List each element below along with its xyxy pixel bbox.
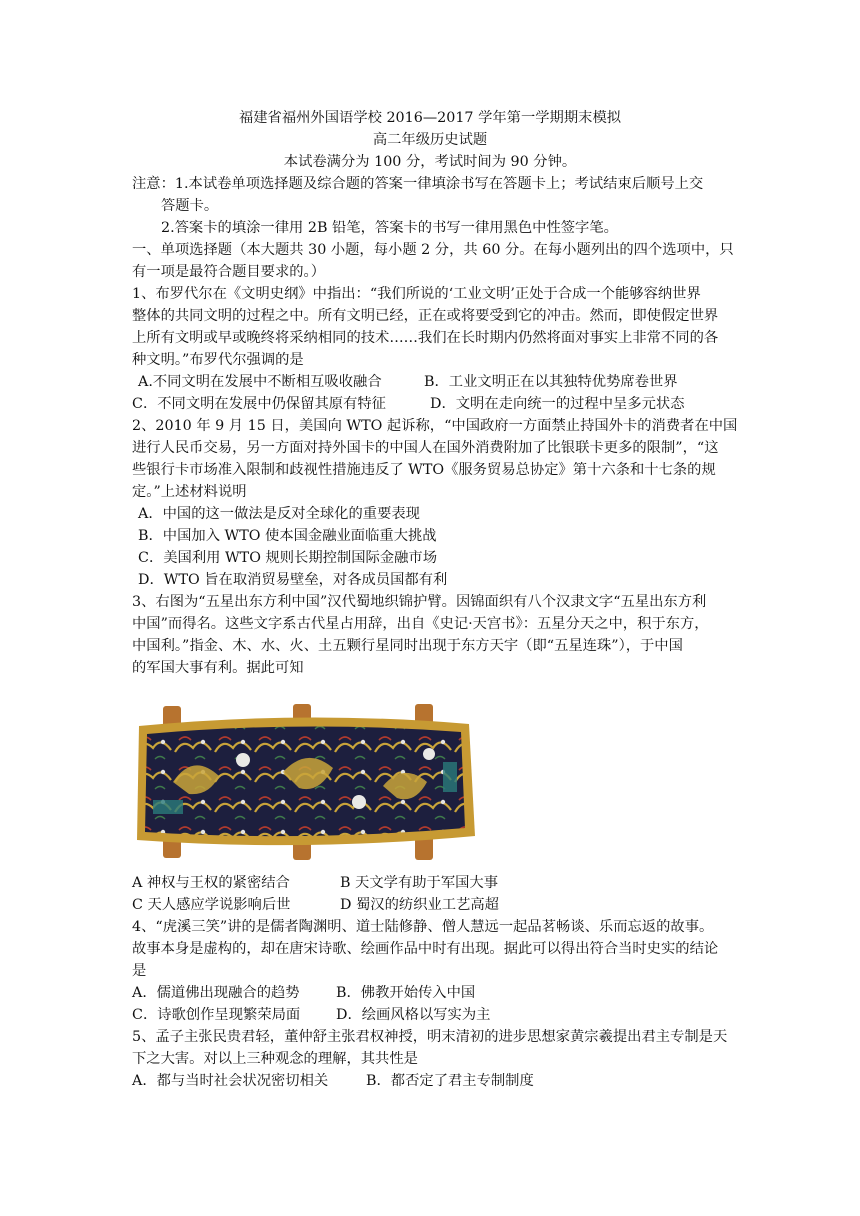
q5-option-a: A．都与当时社会状况密切相关 [132,1073,329,1089]
q4-option-b: B．佛教开始传入中国 [336,985,476,1001]
q4-option-d: D．绘画风格以写实为主 [336,1007,491,1023]
note-line-1-continued: 答题卡。 [161,198,219,214]
q1-option-b: B．工业文明正在以其独特优势席卷世界 [424,374,678,390]
q2-stem-line: 2、2010 年 9 月 15 日，美国向 WTO 起诉称，“中国政府一方面禁止持国外卡的消费者在中国 [132,418,738,434]
q1-option-d: D．文明在走向统一的过程中呈多元状态 [430,396,685,412]
q2-option-c: C．美国利用 WTO 规则长期控制国际金融市场 [138,550,438,566]
q2-stem-line: 些银行卡市场准入限制和歧视性措施违反了 WTO《服务贸易总协定》第十六条和十七条的规 [132,462,716,478]
q3-option-b: B 天文学有助于军国大事 [340,875,499,891]
q1-option-a: A.不同文明在发展中不断相互吸收融合 [138,374,382,390]
q1-stem-line: 1、布罗代尔在《文明史纲》中指出：“我们所说的‘工业文明’正处于合成一个能够容纳世界 [132,286,701,302]
q3-stem-line: 中国利。”指金、木、水、火、土五颗行星同时出现于东方天宇（即“五星连珠”），于中国 [132,638,683,654]
q2-option-d: D．WTO 旨在取消贸易壁垒，对各成员国都有利 [138,572,448,588]
note-line-1: 注意：1.本试卷单项选择题及综合题的答案一律填涂书写在答题卡上；考试结束后顺号上交 [132,176,704,192]
q2-option-b: B．中国加入 WTO 使本国金融业面临重大挑战 [138,528,437,544]
q3-stem-line: 中国”而得名。这些文字系古代星占用辞，出自《史记·天宫书》：五星分天之中，积于东方， [132,616,709,632]
q2-stem-line: 进行人民币交易，另一方面对持外国卡的中国人在国外消费附加了比银联卡更多的限制”，“这 [132,440,719,456]
q5-stem-line: 下之大害。对以上三种观念的理解，其共性是 [132,1051,418,1067]
q4-stem-line: 故事本身是虚构的，却在唐宋诗歌、绘画作品中时有出现。据此可以得出符合当时史实的结论 [132,941,719,957]
note-line-2: 2.答案卡的填涂一律用 2B 铅笔，答案卡的书写一律用黑色中性签字笔。 [161,220,618,236]
brocade-armguard-illustration [133,702,481,862]
q1-stem-line: 整体的共同文明的过程之中。所有文明已经，正在或将要受到它的冲击。然而，即使假定世界 [132,308,719,324]
q2-option-a: A．中国的这一做法是反对全球化的重要表现 [138,506,420,522]
q3-option-d: D 蜀汉的纺织业工艺高超 [340,897,499,913]
q1-option-c: C．不同文明在发展中仍保留其原有特征 [132,396,386,412]
q4-stem-line: 是 [132,963,147,979]
section-heading-continued: 有一项是最符合题目要求的。） [132,264,326,280]
q1-stem-line: 上所有文明或早或晚终将采纳相同的技术……我们在长时期内仍然将面对事实上非常不同的各 [132,330,719,346]
q2-stem-line: 定。”上述材料说明 [132,484,247,500]
q4-option-c: C．诗歌创作呈现繁荣局面 [132,1007,301,1023]
exam-subtitle: 高二年级历史试题 [372,132,488,148]
q3-stem-line: 3、右图为“五星出东方利中国”汉代蜀地织锦护臂。因锦面织有八个汉隶文字“五星出东方利 [132,594,707,610]
q4-option-a: A．儒道佛出现融合的趋势 [132,985,300,1001]
q4-stem-line: 4、“虎溪三笑”讲的是儒者陶渊明、道士陆修静、僧人慧远一起品茗畅谈、乐而忘返的故事。 [132,919,714,935]
q3-option-a: A 神权与王权的紧密结合 [132,875,290,891]
q1-stem-line: 种文明。”布罗代尔强调的是 [132,352,304,368]
q3-option-c: C 天人感应学说影响后世 [132,897,291,913]
exam-info: 本试卷满分为 100 分，考试时间为 90 分钟。 [283,154,577,170]
brocade-armguard-image [133,702,481,862]
section-heading: 一、单项选择题（本大题共 30 小题，每小题 2 分，共 60 分。在每小题列出的四个选项中，只 [132,242,734,258]
exam-title: 福建省福州外国语学校 2016—2017 学年第一学期期末模拟 [238,110,622,126]
q5-stem-line: 5、孟子主张民贵君轻，董仲舒主张君权神授，明末清初的进步思想家黄宗羲提出君主专制是天 [132,1029,728,1045]
q3-stem-line: 的军国大事有利。据此可知 [132,660,304,676]
q5-option-b: B．都否定了君主专制制度 [366,1073,534,1089]
